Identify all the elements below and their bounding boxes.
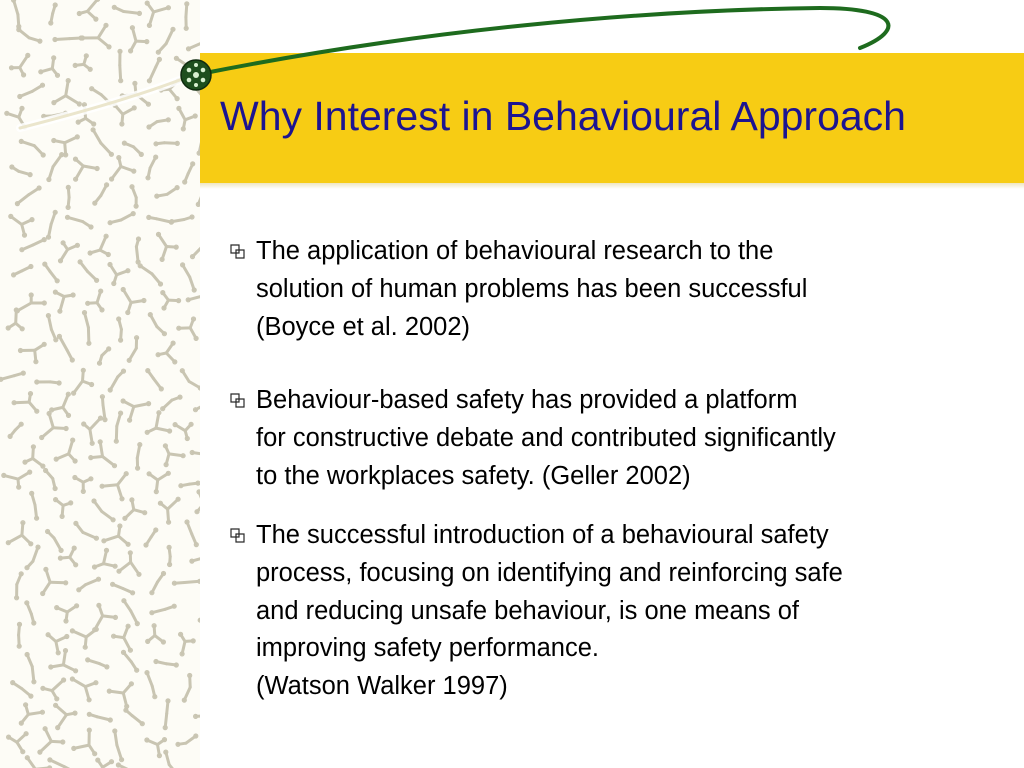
bullet-item [228,233,998,346]
bullet-item [228,517,998,706]
bullet-text: The successful introduction of a behavioural safety process, focusing on identifying and reinforcing safe and reducing unsafe behaviour, is one means of improving safety performance. (Watson Walker 1997) [256,521,843,701]
slide-title: Why Interest in Behavioural Approach [220,93,906,139]
molecule-pattern-graphic [0,0,200,768]
bullet-text: Behaviour-based safety has provided a platform for constructive debate and contributed significantly to the workplaces safety. (Geller 2002) [256,386,836,490]
hollow-square-bullet-icon [228,517,256,555]
title-band-shadow [200,183,1024,189]
bullet-text: The application of behavioural research to the solution of human problems has been successful (Boyce et al. 2002) [256,237,808,341]
decorative-pattern-strip [0,0,200,768]
hollow-square-bullet-icon [228,382,256,420]
bullet-item [228,382,998,495]
hollow-square-bullet-icon [228,233,256,271]
